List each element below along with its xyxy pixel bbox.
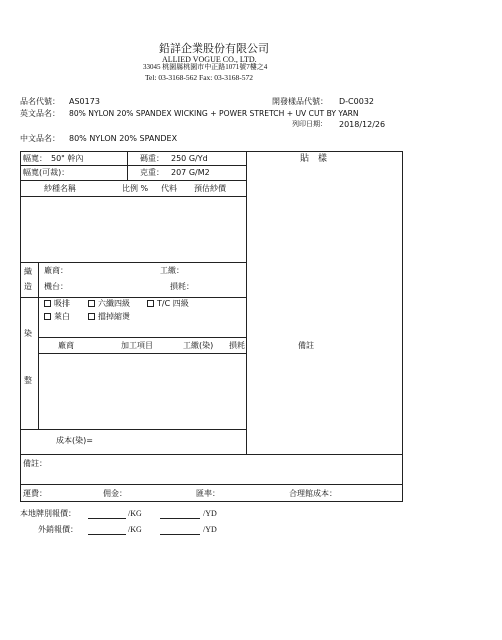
cn-name-label: 中文品名：	[20, 134, 60, 143]
finish-header-loss: 損耗	[229, 341, 245, 350]
weight-label: 碼重：	[140, 154, 164, 163]
company-address: 33045 桃園縣桃園市中正路1071號7樓之4	[143, 63, 268, 71]
cost-label: 成本(染)=	[56, 436, 93, 445]
dye-label-2: 整	[24, 376, 32, 385]
item-no-label: 品名代號：	[20, 97, 60, 106]
total-cost-label: 合理館成本：	[289, 489, 337, 498]
checkbox-icon	[88, 300, 95, 307]
company-name-cn: 鉛詳企業股份有限公司	[159, 42, 269, 55]
local-unit-yd: /YD	[203, 509, 217, 518]
local-price-label: 本地牌別報價：	[20, 509, 76, 518]
option-wicking[interactable]: 吸排	[44, 300, 70, 308]
width-usable-label: 幅寬(可裁)：	[23, 168, 70, 177]
local-unit-kg: /KG	[128, 509, 142, 518]
exchange-label: 匯率：	[196, 489, 220, 498]
width-value: 50" 幹內	[51, 154, 84, 163]
machine-label: 機台：	[44, 282, 68, 291]
remarks-label: 備註：	[23, 459, 47, 468]
finish-header-process: 加工項目	[121, 341, 153, 350]
yarn-header-substitute: 代料	[161, 184, 177, 193]
dev-code-value: D-C0032	[339, 97, 374, 106]
option-six-fiber[interactable]: 六纖四級	[88, 300, 130, 308]
gsm-value: 207 G/M2	[171, 168, 210, 177]
en-name-value: 80% NYLON 20% SPANDEX WICKING + POWER STRETCH + UV CUT BY YARN	[69, 109, 359, 118]
labor-label: 工繳：	[160, 266, 184, 275]
finish-header-remarks: 備註	[298, 341, 314, 350]
gsm-label: 克重：	[140, 168, 164, 177]
en-name-label: 英文品名：	[20, 109, 60, 118]
cn-name-value: 80% NYLON 20% SPANDEX	[69, 134, 178, 143]
company-name-en: ALLIED VOGUE CO., LTD.	[162, 55, 257, 64]
loss-label: 損耗：	[170, 282, 194, 291]
yarn-header-ratio: 比例 %	[122, 184, 149, 193]
finish-header-mill: 廠商	[58, 341, 74, 350]
sample-label: 貼 樣	[300, 154, 328, 164]
mill-label: 廠商：	[44, 266, 68, 275]
checkbox-icon	[44, 313, 51, 320]
weave-label-2: 造	[24, 282, 32, 291]
checkbox-icon	[44, 300, 51, 307]
commission-label: 佣金：	[103, 489, 127, 498]
option-shrink[interactable]: 擋掉縮燙	[88, 313, 130, 321]
company-tel-fax: Tel: 03-3168-562 Fax: 03-3168-572	[145, 73, 254, 82]
print-date-value: 2018/12/26	[339, 120, 386, 129]
export-unit-kg: /KG	[128, 525, 142, 534]
checkbox-icon	[147, 300, 154, 307]
yarn-header-price: 預估紗價	[194, 184, 226, 193]
weight-value: 250 G/Yd	[171, 154, 208, 163]
finish-header-labor: 工繳(染)	[183, 341, 214, 350]
weave-label-1: 織	[24, 267, 32, 276]
export-unit-yd: /YD	[203, 525, 217, 534]
width-label: 幅寬：	[23, 154, 47, 163]
option-white[interactable]: 萊白	[44, 313, 70, 321]
export-price-label: 外銷報價：	[38, 525, 78, 534]
spec-table	[20, 151, 403, 485]
item-no-value: AS0173	[69, 97, 100, 106]
option-tc[interactable]: T/C 四級	[147, 300, 189, 308]
yarn-header-name: 紗種名稱	[44, 184, 76, 193]
checkbox-icon	[88, 313, 95, 320]
dev-code-label: 開發樣品代號：	[272, 97, 328, 106]
freight-label: 運費：	[23, 489, 47, 498]
print-date-label: 列印日期：	[292, 120, 327, 128]
dye-label-1: 染	[24, 329, 32, 338]
